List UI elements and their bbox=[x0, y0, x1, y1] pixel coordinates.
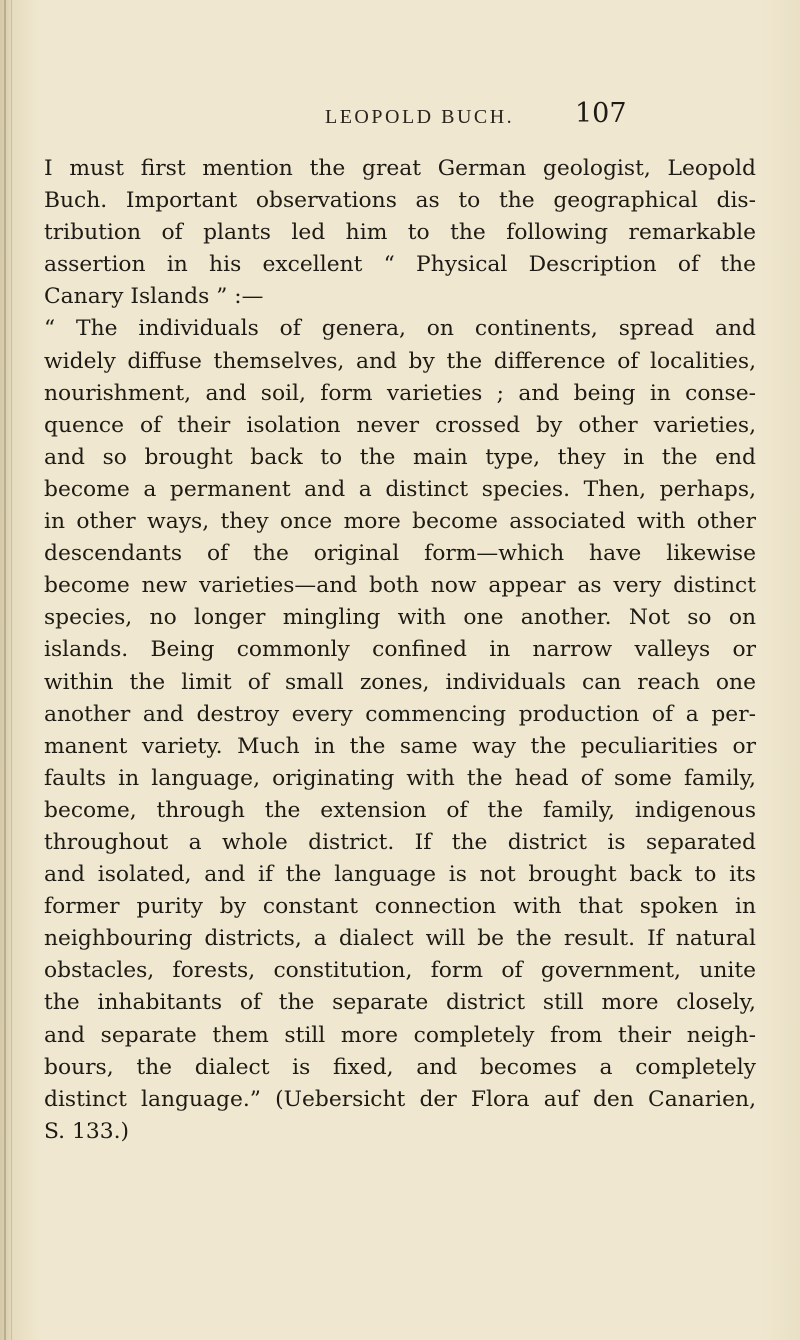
text-line: in other ways, they once more become associated with other bbox=[44, 509, 756, 535]
body-text bbox=[44, 153, 756, 1148]
text-line: distinct language.” (Uebersicht der Flora auf den Canarien, bbox=[44, 1086, 756, 1112]
text-line: and so brought back to the main type, they in the end bbox=[44, 444, 756, 470]
text-line: islands. Being commonly confined in narrow valleys or bbox=[44, 637, 756, 663]
page-gutter-shadow bbox=[11, 0, 12, 1340]
text-line: widely diffuse themselves, and by the difference of localities, bbox=[44, 348, 756, 374]
text-line: Canary Islands ” :— bbox=[44, 284, 264, 310]
text-line: descendants of the original form—which have likewise bbox=[44, 541, 756, 567]
text-line: “ The individuals of genera, on continents, spread and bbox=[44, 316, 756, 342]
text-line: S. 133.) bbox=[44, 1118, 130, 1144]
text-line: obstacles, forests, constitution, form of government, unite bbox=[44, 958, 756, 984]
text-line: become new varieties—and both now appear as very distinct bbox=[44, 573, 756, 599]
page-header bbox=[40, 96, 760, 140]
text-line: nourishment, and soil, form varieties ; and being in conse- bbox=[44, 380, 756, 406]
page-gutter-edge bbox=[4, 0, 6, 1340]
text-line: become, through the extension of the family, indigenous bbox=[44, 797, 756, 823]
text-line: quence of their isolation never crossed by other varieties, bbox=[44, 412, 756, 438]
text-line: and isolated, and if the language is not brought back to its bbox=[44, 862, 756, 888]
text-line: become a permanent and a distinct species. Then, perhaps, bbox=[44, 476, 756, 502]
running-head: LEOPOLD BUCH. bbox=[325, 106, 515, 128]
text-line: the inhabitants of the separate district still more closely, bbox=[44, 990, 756, 1016]
text-line: throughout a whole district. If the district is separated bbox=[44, 829, 756, 855]
text-line: species, no longer mingling with one another. Not so on bbox=[44, 605, 756, 631]
text-line: within the limit of small zones, individuals can reach one bbox=[44, 669, 756, 695]
page-number: 107 bbox=[575, 98, 627, 129]
text-line: tribution of plants led him to the following remarkable bbox=[44, 220, 756, 246]
text-line: assertion in his excellent “ Physical Description of the bbox=[44, 252, 756, 278]
text-line: former purity by constant connection with that spoken in bbox=[44, 894, 756, 920]
text-line: and separate them still more completely from their neigh- bbox=[44, 1022, 756, 1048]
text-line: Buch. Important observations as to the geographical dis- bbox=[44, 188, 756, 214]
text-line: I must first mention the great German geologist, Leopold bbox=[44, 156, 756, 181]
text-line: neighbouring districts, a dialect will be the result. If natural bbox=[44, 926, 756, 952]
text-line: manent variety. Much in the same way the peculiarities or bbox=[44, 733, 756, 759]
text-line: bours, the dialect is fixed, and becomes a completely bbox=[44, 1054, 756, 1080]
text-line: faults in language, originating with the head of some family, bbox=[44, 765, 756, 791]
text-line: another and destroy every commencing production of a per- bbox=[44, 701, 756, 727]
